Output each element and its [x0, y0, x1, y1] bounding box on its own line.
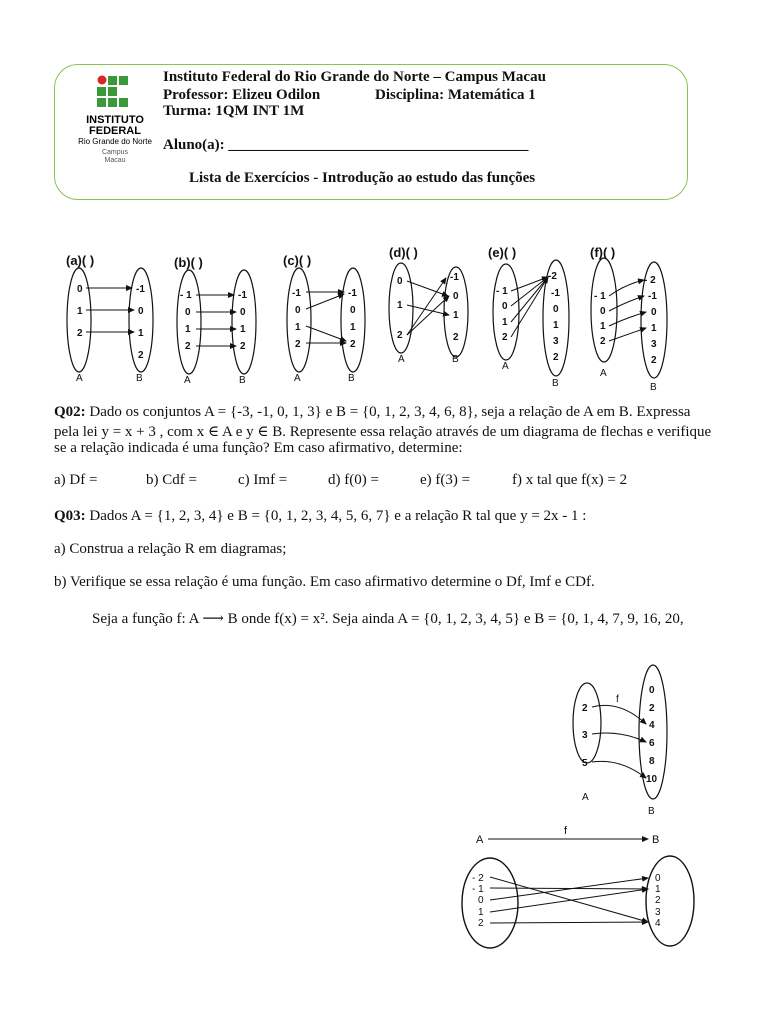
diagram-b-item: 3 — [655, 907, 661, 918]
q02-item-f: f) x tal que f(x) = 2 — [512, 472, 628, 488]
diagram-a-item: 1 — [478, 907, 484, 918]
diagram-b-item: 4 — [649, 720, 655, 731]
diagram-a-item: 1 — [185, 324, 191, 335]
diagram-b-item: 2 — [240, 341, 246, 352]
student-field: Aluno(a): ________________________________________ — [163, 137, 529, 153]
set-label: B — [648, 806, 655, 817]
diagram-a-item: 2 — [478, 918, 484, 929]
diagram-b-item: -1 — [238, 290, 247, 301]
set-label: B — [239, 375, 246, 386]
diagram-b-item: 2 — [553, 352, 559, 363]
diagram-b-item: 8 — [649, 756, 655, 767]
set-label: A — [502, 361, 509, 372]
diagram-b-item: 1 — [651, 323, 657, 334]
diagram-a-item: 2 — [502, 332, 508, 343]
logo-text: Rio Grande do Norte — [78, 137, 152, 146]
diagram-b-item: 0 — [649, 685, 655, 696]
q04-text: Seja a função f: A ⟶ B onde f(x) = x². Seja ainda A = {0, 1, 2, 3, 4, 5} e B = {0, 1, 4, 7, 9, 16, 20, — [92, 611, 684, 627]
diagram-a-item: 3 — [582, 730, 588, 741]
set-label: B — [136, 373, 143, 384]
discipline-name: Disciplina: Matemática 1 — [375, 87, 536, 103]
diagram-b-item: 0 — [453, 291, 459, 302]
diagram-a-item: -1 — [292, 288, 301, 299]
function-label: f — [564, 825, 568, 837]
diagram-a-item: 0 — [295, 305, 301, 316]
q02-line-3: se a relação indicada é uma função? Em caso afirmativo, determine: — [54, 440, 463, 456]
q02-item-b: b) Cdf = — [146, 472, 197, 488]
diagram-b-item: 0 — [553, 304, 559, 315]
diagram-b-item: -1 — [551, 288, 560, 299]
diagram-b-item: 2 — [350, 339, 356, 350]
function-label: f — [616, 694, 619, 705]
diagram-b-item: 1 — [553, 320, 559, 331]
diagram-a-item: 1 — [77, 306, 83, 317]
diagram-a-item: 2 — [77, 328, 83, 339]
q02-item-e: e) f(3) = — [420, 472, 471, 488]
set-label: B — [452, 354, 459, 365]
diagram-f-label: (f)( ) — [590, 245, 616, 260]
diagram-a-item: 5 — [582, 758, 588, 769]
set-label: A — [582, 792, 589, 803]
diagram-a-item: 2 — [185, 341, 191, 352]
set-label: A — [600, 368, 607, 379]
diagram-a-item: 2 — [582, 703, 588, 714]
set-label: B — [348, 373, 355, 384]
diagram-b-item: -1 — [648, 291, 657, 302]
q02-label: Q02: — [54, 404, 86, 420]
function-diagram-2 — [458, 825, 698, 950]
set-label: B — [650, 382, 657, 393]
diagram-a-label: (a)( ) — [66, 253, 95, 268]
diagram-a-item: - 1 — [180, 290, 192, 301]
diagram-a-item: 0 — [600, 306, 606, 317]
institution-name: Instituto Federal do Rio Grande do Norte – Campus Macau — [163, 69, 546, 85]
diagram-b-item: 2 — [453, 332, 459, 343]
diagram-b-item: 1 — [240, 324, 246, 335]
diagram-b-item: 0 — [651, 307, 657, 318]
diagram-b-item: -1 — [450, 272, 459, 283]
diagram-b-item: -1 — [136, 284, 145, 295]
diagram-e-label: (e)( ) — [488, 245, 517, 260]
diagram-b-item: 1 — [453, 310, 459, 321]
set-label: A — [184, 375, 191, 386]
set-label: A — [294, 373, 301, 384]
set-label: A — [476, 834, 484, 846]
diagram-b-item: 1 — [655, 884, 661, 895]
set-label: B — [552, 378, 559, 389]
list-title: Lista de Exercícios - Introdução ao estudo das funções — [189, 170, 536, 186]
diagram-b-label: (b)( ) — [174, 255, 203, 270]
diagram-b-item: 1 — [138, 328, 144, 339]
diagram-b-item: 10 — [646, 774, 658, 785]
professor-name: Professor: Elizeu Odilon — [163, 87, 321, 103]
logo-text: FEDERAL — [89, 125, 141, 137]
q02-text: Dado os conjuntos A = {-3, -1, 0, 1, 3} e B = {0, 1, 2, 3, 4, 6, 8}, seja a relação de A em B. Expressa — [85, 404, 691, 420]
q03-text: Dados A = {1, 2, 3, 4} e B = {0, 1, 2, 3, 4, 5, 6, 7} e a relação R tal que y = 2x - 1 : — [85, 508, 587, 524]
institution-logo — [75, 71, 155, 167]
diagram-b-item: 2 — [649, 703, 655, 714]
logo-text: INSTITUTO — [86, 114, 144, 126]
q03-item-a: a) Construa a relação R em diagramas; — [54, 541, 287, 557]
diagram-a-item: 2 — [295, 339, 301, 350]
diagram-b-item: - 2 — [644, 275, 656, 286]
diagram-b-item: 0 — [350, 305, 356, 316]
set-label: A — [76, 373, 83, 384]
diagram-a-item: 0 — [77, 284, 83, 295]
q02-item-d: d) f(0) = — [328, 472, 379, 488]
diagram-b-item: 2 — [651, 355, 657, 366]
q02-line-1 — [54, 404, 690, 421]
diagram-a-item: 1 — [397, 300, 403, 311]
diagram-a-item: 0 — [502, 301, 508, 312]
diagram-a-item: 1 — [600, 321, 606, 332]
set-label: A — [398, 354, 405, 365]
diagram-a-item: 1 — [502, 317, 508, 328]
diagram-b-item: 2 — [138, 350, 144, 361]
logo-text: Campus — [101, 149, 129, 156]
diagram-a-item: 0 — [185, 307, 191, 318]
diagram-b-item: 0 — [655, 873, 661, 884]
diagram-a-item: - 2 — [472, 873, 484, 884]
q02-line-2: pela lei y = x + 3 , com x ∈ A e y ∈ B. Represente essa relação através de um diagrama de flechas e verifique — [54, 424, 712, 440]
diagram-a-item: 0 — [397, 276, 403, 287]
diagram-b-item: -2 — [548, 271, 557, 282]
diagram-b-item: -1 — [348, 288, 357, 299]
diagram-a-item: 2 — [600, 336, 606, 347]
logo-text: Macau — [104, 157, 126, 164]
diagram-a-item: - 1 — [594, 291, 606, 302]
diagram-b-item: 3 — [553, 336, 559, 347]
diagram-a-item: - 1 — [496, 286, 508, 297]
diagram-a-item: 1 — [295, 322, 301, 333]
class-name: Turma: 1QM INT 1M — [163, 103, 305, 119]
set-label: B — [652, 834, 660, 846]
diagram-c-label: (c)( ) — [283, 253, 312, 268]
q03-label: Q03: — [54, 508, 86, 524]
diagram-b-item: 4 — [655, 918, 661, 929]
diagram-a-item: - 1 — [472, 884, 484, 895]
diagram-a-item: 2 — [397, 330, 403, 341]
function-diagram-1 — [560, 660, 680, 820]
diagram-b-item: 6 — [649, 738, 655, 749]
q02-item-c: c) Imf = — [238, 472, 288, 488]
diagram-b-item: 3 — [651, 339, 657, 350]
q03-line-1 — [54, 508, 586, 525]
diagram-b-item: 0 — [240, 307, 246, 318]
q02-item-a: a) Df = — [54, 472, 98, 488]
q03-item-b: b) Verifique se essa relação é uma função. Em caso afirmativo determine o Df, Imf e CDf. — [54, 574, 595, 590]
diagram-d-label: (d)( ) — [389, 245, 418, 260]
diagram-b-item: 0 — [138, 306, 144, 317]
diagram-b-item: 2 — [655, 895, 661, 906]
header-box — [54, 64, 688, 200]
diagram-a-item: 0 — [478, 895, 484, 906]
diagram-b-item: 1 — [350, 322, 356, 333]
q1-diagrams — [56, 240, 676, 395]
